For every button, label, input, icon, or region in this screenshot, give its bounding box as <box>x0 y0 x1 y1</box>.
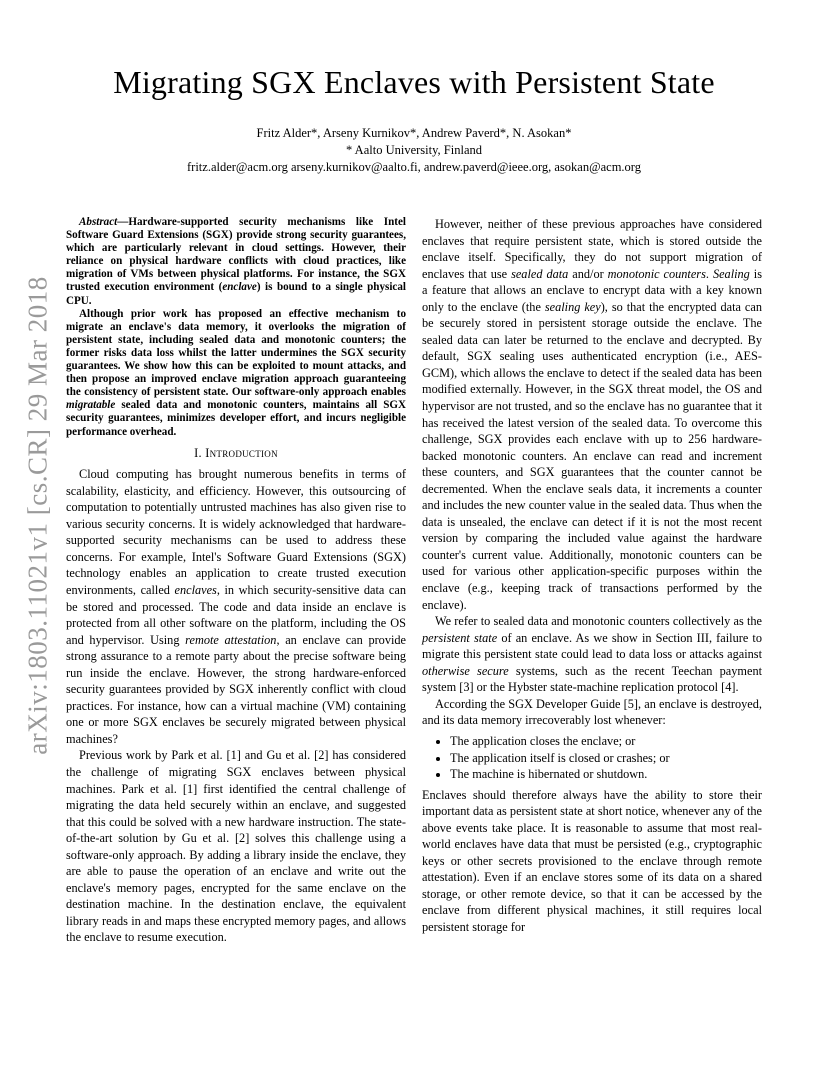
body-text: Cloud computing has brought numerous benefits in terms of scalability, elasticity, and efficiency. However, this outsourcing of computation to potentially untrusted machines has also given rise to various security concerns. It is widely acknowledged that hardware-supported security mechanisms can be used to address these concerns. For example, Intel's Software Guard Extensions (SGX) technology enables an application to create trusted execution environments, called <box>66 467 406 597</box>
right-paragraph-3: According the SGX Developer Guide [5], an enclave is destroyed, and its data memory irrecoverably lost whenever: <box>422 696 762 728</box>
body-text: , in which security-sensitive data can be stored and processed. The code and data inside an enclave is protected from all other software on the platform, including the OS and hypervisor. Using <box>66 582 406 647</box>
body-emphasis: enclaves <box>174 582 217 597</box>
body-text: is a feature that allows an enclave to encrypt data with a key known only to the enclave (the <box>422 266 762 314</box>
abstract-paragraph-1 <box>66 216 406 308</box>
abstract-paragraph-2 <box>66 308 406 439</box>
arxiv-identifier: arXiv:1803.11021v1 [cs.CR] 29 Mar 2018 <box>22 275 53 755</box>
body-text: systems, such as the recent Teechan payment system [3] or the Hybster state-machine replication protocol [4]. <box>422 663 763 695</box>
body-emphasis: monotonic counters <box>607 266 706 281</box>
abstract-text: sealed data and monotonic counters, maintains all SGX security guarantees, minimizes developer effort, and incurs negligible performance overhead. <box>66 399 406 438</box>
list-item: • The machine is hibernated or shutdown. <box>450 766 762 783</box>
author-names: Fritz Alder*, Arseny Kurnikov*, Andrew Paverd*, N. Asokan* <box>256 126 572 140</box>
body-text: However, neither of these previous approaches have considered enclaves that require persistent state, which is stored outside the enclave itself. Specifically, they do not support migration of enclaves that use <box>422 217 762 281</box>
abstract-emphasis: migratable <box>66 399 116 412</box>
intro-paragraph-1 <box>66 466 406 747</box>
abstract-text: ) is bound to a single physical CPU. <box>66 281 406 307</box>
body-emphasis: persistent state <box>422 630 498 645</box>
body-text: , an enclave can provide strong assurance to a remote party about the precise software being run inside the enclave. However, the strong hardware-enforced security guarantees provided by SGX inherently conflict with cloud practices. For instance, how can a virtual machine (VM) containing one or more SGX enclaves be securely migrated between physical machines? <box>66 632 407 746</box>
body-emphasis: remote attestation <box>185 632 277 647</box>
right-paragraph-1 <box>422 216 762 613</box>
section-numeral: I. <box>194 445 202 460</box>
list-item: • The application itself is closed or crashes; or <box>450 750 762 767</box>
author-block <box>0 125 828 176</box>
body-emphasis: sealing key <box>544 299 601 314</box>
body-text: . <box>705 266 713 281</box>
paper-title: Migrating SGX Enclaves with Persistent State <box>113 64 715 100</box>
left-column <box>66 216 406 946</box>
body-text: of an enclave. As we show in Section III, failure to migrate this persistent state could lead to data loss or attacks against <box>422 630 762 662</box>
body-text: We refer to sealed data and monotonic counters collectively as the <box>435 614 762 629</box>
arxiv-side-stamp <box>17 275 59 755</box>
destruction-conditions-list <box>422 733 762 783</box>
body-emphasis: sealed data <box>511 266 569 281</box>
abstract-text: —Hardware-supported security mechanisms like Intel Software Guard Extensions (SGX) provide strong security guarantees, which are particularly relevant in cloud settings. However, their reliance on physical hardware conflicts with cloud practices, like migration of VMs between physical platforms. For instance, the SGX trusted execution environment ( <box>66 216 406 294</box>
body-text: ), so that the encrypted data can be securely stored in persistent storage outside the enclave. The sealed data can later be returned to the enclave and decrypted. By default, SGX sealing uses authenticated encryption (i.e., AES-GCM), which allows the enclave to detect if the sealed data has been modified externally. However, in the SGX threat model, the OS and hypervisor are not trusted, and so the enclave has no guarantee that it has received the latest version of the sealed data. To overcome this challenge, SGX provides each enclave with up to 256 hardware-backed monotonic counters. An enclave can read and increment these counters, and SGX guarantees that the counter cannot be decremented. When the enclave seals data, it increments a counter and includes the new counter value in the sealed data. Thus when the data is unsealed, the enclave can detect if it is not the most recent version by comparing the included value against the hardware counter's current value. Additionally, monotonic counters can be used for various other application-specific purposes within the enclave (e.g., keeping track of transactions performed by the enclave). <box>422 299 762 612</box>
abstract-emphasis: enclave <box>222 281 257 294</box>
section-heading-introduction <box>66 445 406 462</box>
abstract <box>66 216 406 439</box>
abstract-label: Abstract <box>79 216 118 228</box>
right-paragraph-2 <box>422 613 762 696</box>
right-paragraph-4: Enclaves should therefore always have the ability to store their important data as persistent state at short notice, whenever any of the above events take place. It is reasonable to assume that most real-world enclaves have data that must be persisted (e.g., cryptographic keys or other secrets provisioned to the enclave through remote attestation). Even if an enclave stores some of its data on a shared storage, or other remote device, so that it can be accessed by the enclave from different physical machines, it still requires local persistent storage for <box>422 787 762 934</box>
intro-paragraph-2: Previous work by Park et al. [1] and Gu et al. [2] has considered the challenge of migrating SGX enclaves between physical machines. Park et al. [1] first identified the central challenge of migrating the data held securely within an enclave, and suggested that this could be solved with a new hardware instruction. The state-of-the-art solution by Gu et al. [2] solves this challenge using a software-only approach. By adding a library inside the enclave, they are able to pause the operation of an enclave and write out the enclave's memory pages, encrypted for the same enclave on the destination machine. In the destination enclave, the equivalent library reads in and maps these encrypted memory pages, and allows the enclave to resume execution. <box>66 748 406 945</box>
body-emphasis: Sealing <box>712 266 750 281</box>
right-column <box>422 216 762 936</box>
body-text: and/or <box>568 266 608 281</box>
author-emails: fritz.alder@acm.org arseny.kurnikov@aalto.fi, andrew.paverd@ieee.org, asokan@acm.org <box>187 160 641 174</box>
author-affiliation: * Aalto University, Finland <box>346 143 482 157</box>
section-title: Introduction <box>205 445 278 460</box>
list-item: • The application closes the enclave; or <box>450 733 762 750</box>
abstract-text: Although prior work has proposed an effective mechanism to migrate an enclave's data memory, it overlooks the migration of persistent state, including sealed data and monotonic counters; the former risks data loss whilst the latter undermines the SGX security guarantees. We show how this can be exploited to mount attacks, and then propose an improved enclave migration approach guaranteeing the consistency of persistent state. Our software-only approach enables <box>66 307 406 399</box>
body-emphasis: otherwise secure <box>422 663 509 678</box>
